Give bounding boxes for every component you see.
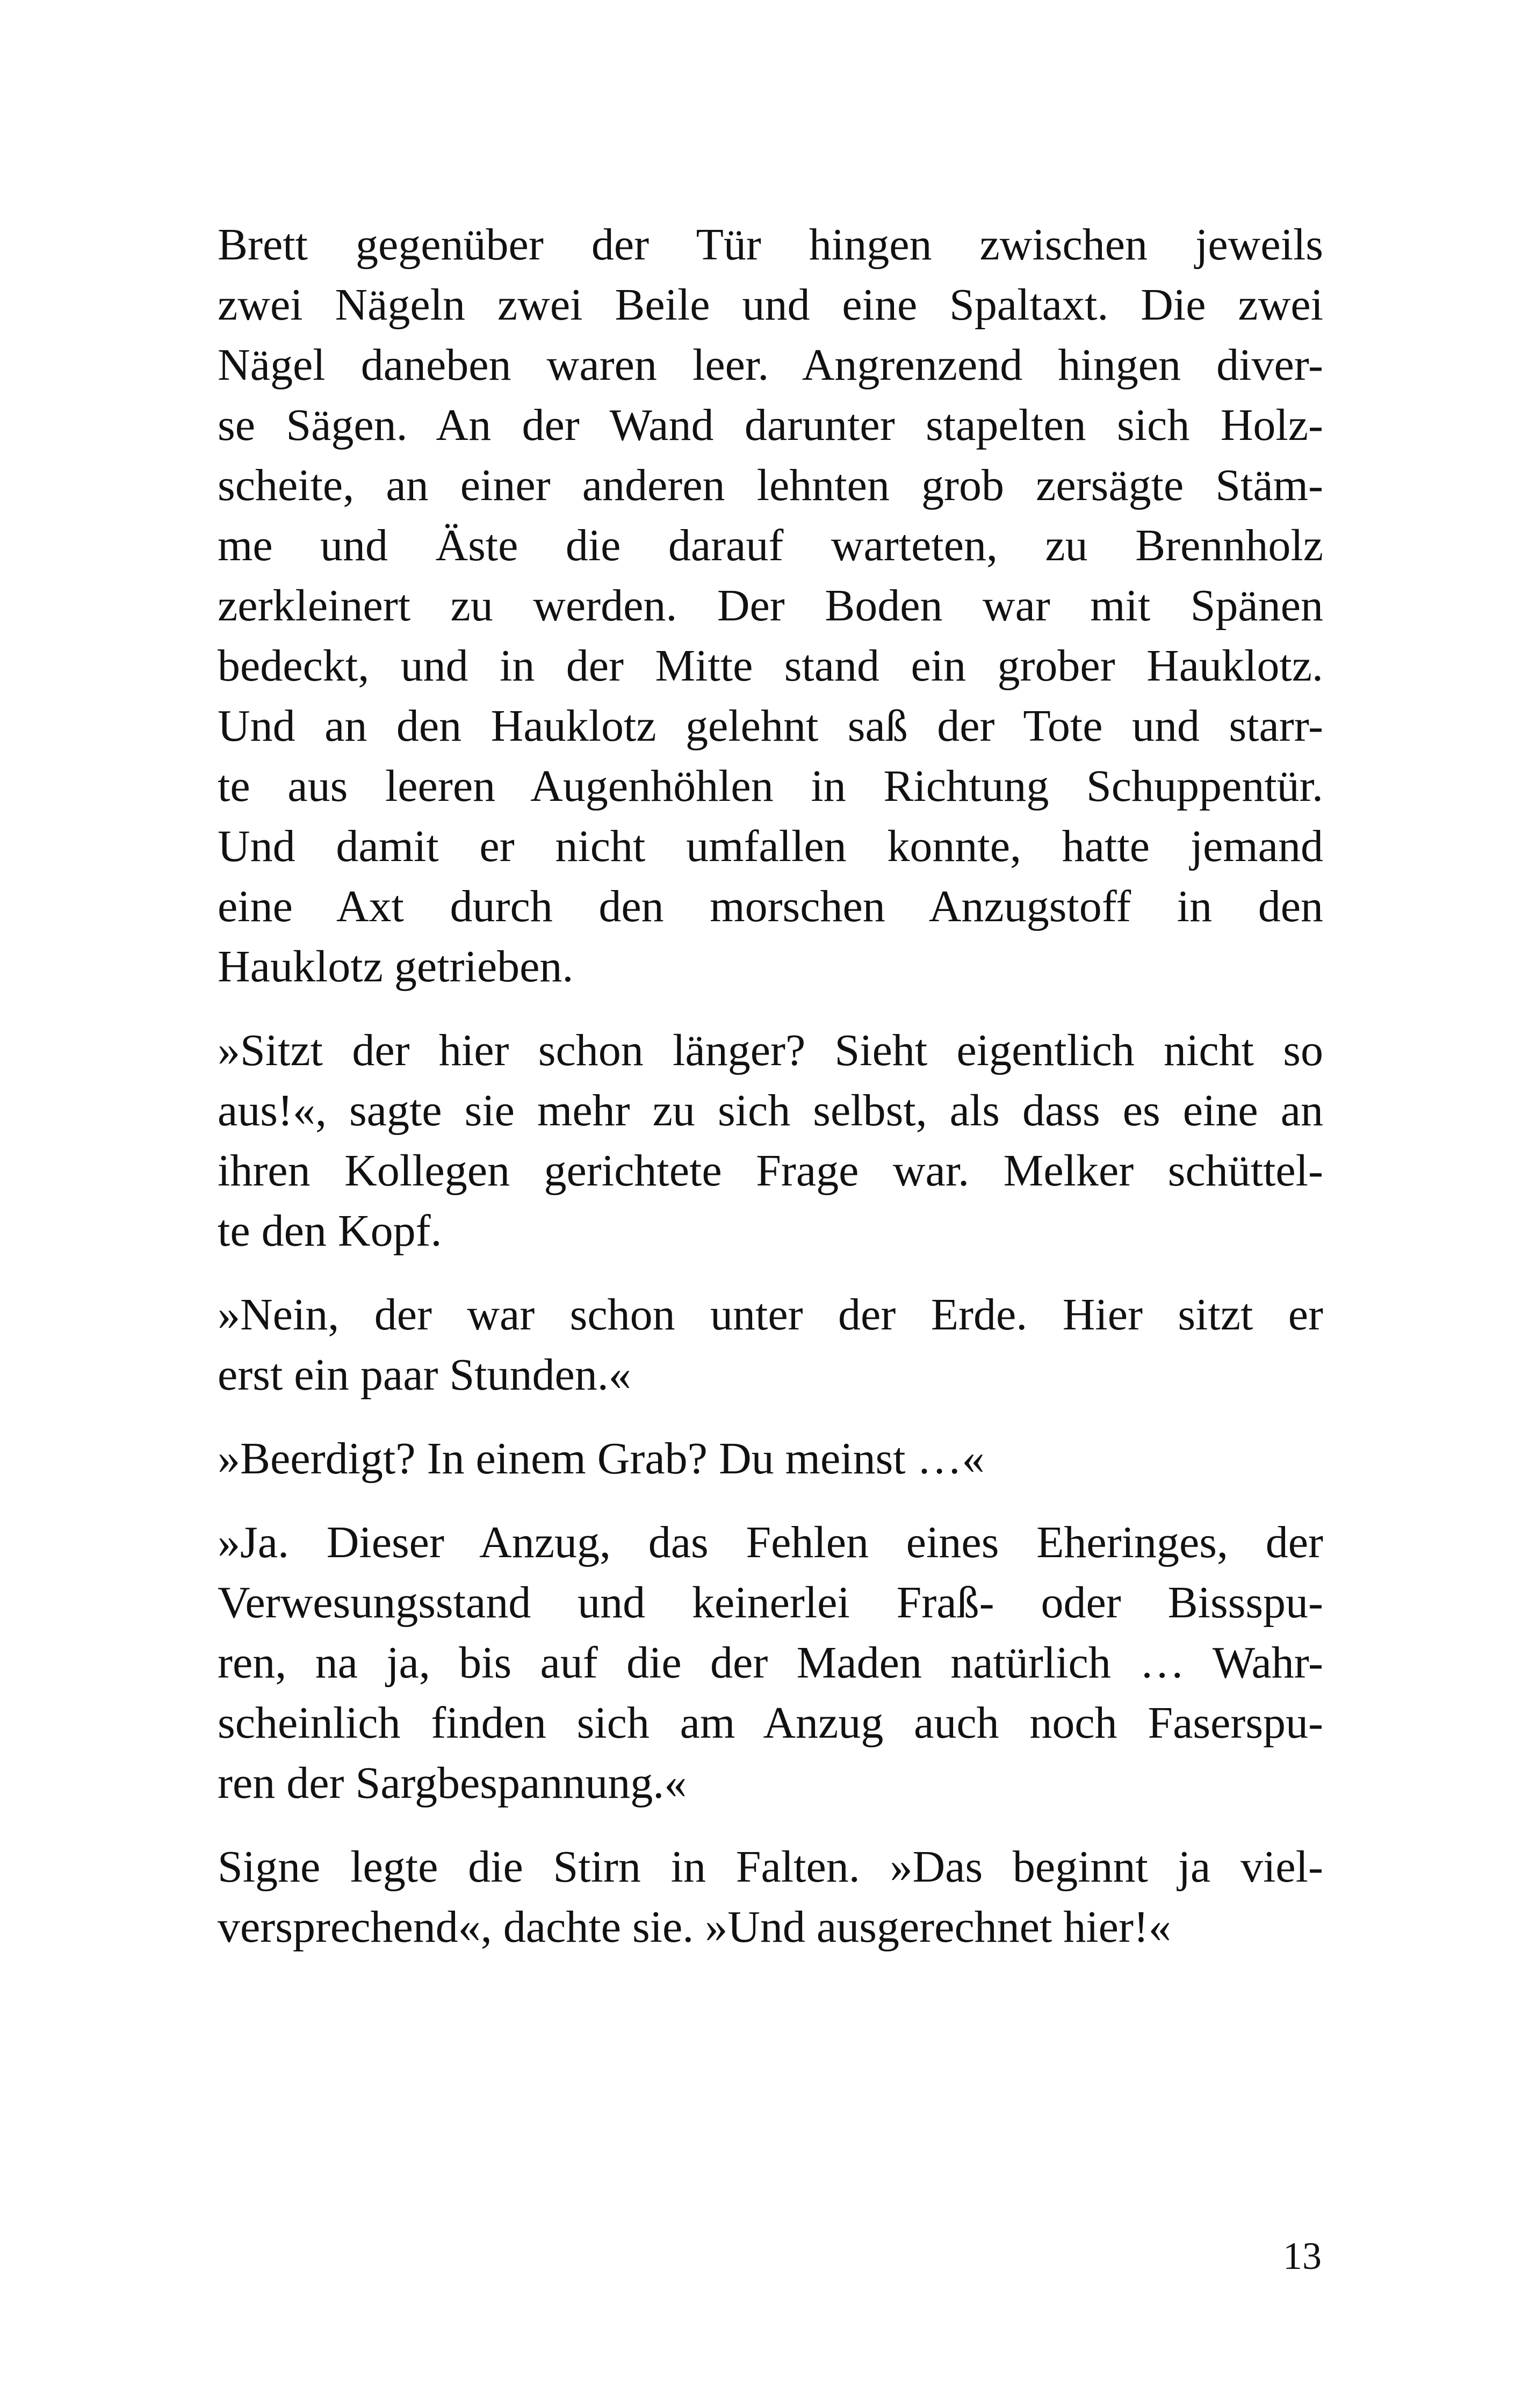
paragraph xyxy=(218,215,1323,997)
text-line: ihren Kollegen gerichtete Frage war. Melker schüttel- xyxy=(218,1146,1323,1196)
text-line: Signe legte die Stirn in Falten. »Das beginnt ja viel- xyxy=(218,1842,1323,1892)
text-line: me und Äste die darauf warteten, zu Brennholz xyxy=(218,520,1323,570)
text-line: »Beerdigt? In einem Grab? Du meinst …« xyxy=(218,1434,985,1484)
text-line: Und damit er nicht umfallen konnte, hatte jemand xyxy=(218,821,1323,871)
paragraph-gap xyxy=(218,1405,1323,1429)
text-line: scheinlich finden sich am Anzug auch noch Faserspu- xyxy=(218,1698,1323,1748)
body-text xyxy=(218,215,1323,1957)
text-line: aus!«, sagte sie mehr zu sich selbst, als dass es eine an xyxy=(218,1086,1323,1136)
paragraph-gap xyxy=(218,997,1323,1021)
text-line: Hauklotz getrieben. xyxy=(218,942,574,992)
paragraph-gap xyxy=(218,1261,1323,1285)
text-line: se Sägen. An der Wand darunter stapelten sich Holz- xyxy=(218,400,1323,450)
text-line: Brett gegenüber der Tür hingen zwischen jeweils xyxy=(218,220,1323,270)
text-line: Verwesungsstand und keinerlei Fraß- oder Bissspu- xyxy=(218,1578,1323,1628)
paragraph xyxy=(218,1285,1323,1405)
text-line: te aus leeren Augenhöhlen in Richtung Schuppentür. xyxy=(218,761,1323,811)
text-line: zerkleinert zu werden. Der Boden war mit Spänen xyxy=(218,581,1323,631)
paragraph-gap xyxy=(218,1489,1323,1513)
text-line: eine Axt durch den morschen Anzugstoff in den xyxy=(218,881,1323,931)
text-line: Nägel daneben waren leer. Angrenzend hingen diver- xyxy=(218,340,1323,390)
text-line: bedeckt, und in der Mitte stand ein grober Hauklotz. xyxy=(218,641,1323,691)
text-line: »Sitzt der hier schon länger? Sieht eigentlich nicht so xyxy=(218,1025,1323,1075)
text-line: ren, na ja, bis auf die der Maden natürlich … Wahr- xyxy=(218,1638,1323,1688)
paragraph xyxy=(218,1837,1323,1957)
text-line: »Nein, der war schon unter der Erde. Hier sitzt er xyxy=(218,1290,1323,1340)
text-line: erst ein paar Stunden.« xyxy=(218,1350,631,1400)
text-line: te den Kopf. xyxy=(218,1206,442,1256)
paragraph-gap xyxy=(218,1813,1323,1837)
paragraph xyxy=(218,1021,1323,1261)
text-line: zwei Nägeln zwei Beile und eine Spaltaxt. Die zwei xyxy=(218,280,1323,330)
text-line: Und an den Hauklotz gelehnt saß der Tote und starr- xyxy=(218,701,1323,751)
page-number: 13 xyxy=(1283,2235,1322,2277)
paragraph xyxy=(218,1429,1323,1489)
text-line: scheite, an einer anderen lehnten grob zersägte Stäm- xyxy=(218,460,1323,510)
text-line: versprechend«, dachte sie. »Und ausgerechnet hier!« xyxy=(218,1902,1171,1952)
text-line: ren der Sargbespannung.« xyxy=(218,1758,687,1808)
text-line: »Ja. Dieser Anzug, das Fehlen eines Eheringes, der xyxy=(218,1517,1323,1567)
paragraph xyxy=(218,1513,1323,1813)
